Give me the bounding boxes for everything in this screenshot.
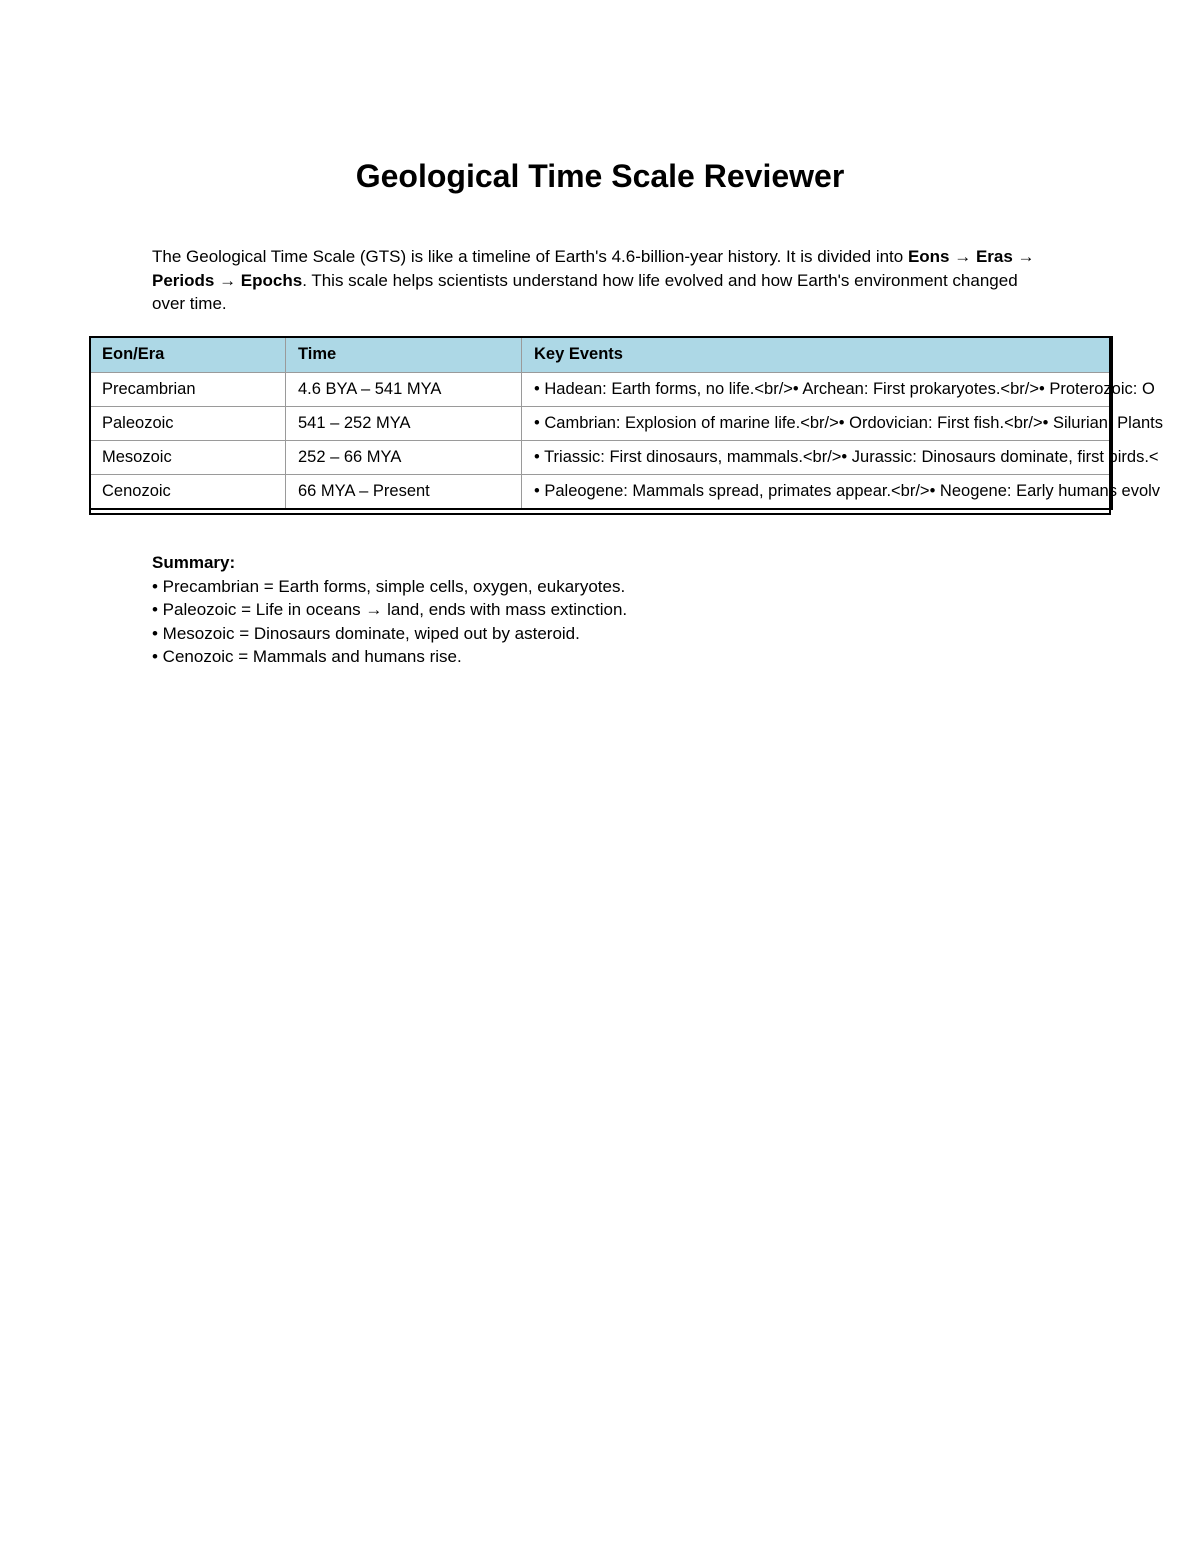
page-title: Geological Time Scale Reviewer: [355, 158, 845, 194]
header-time: Time: [286, 337, 522, 373]
summary-section: [152, 551, 952, 669]
summary-item: • Precambrian = Earth forms, simple cells, oxygen, eukaryotes.: [152, 576, 626, 596]
summary-title: Summary:: [152, 553, 236, 572]
cell-time: 541 – 252 MYA: [286, 407, 522, 441]
intro-text-before: The Geological Time Scale (GTS) is like a timeline of Earth's 4.6-billion-year history. It is divided into: [152, 247, 908, 266]
cell-eon-era: Cenozoic: [90, 475, 286, 509]
cell-time: 66 MYA – Present: [286, 475, 522, 509]
cell-eon-era: Mesozoic: [90, 441, 286, 475]
table-header-row: [90, 337, 1112, 373]
cell-eon-era: Paleozoic: [90, 407, 286, 441]
summary-item: • Paleozoic = Life in oceans → land, ends with mass extinction.: [152, 600, 628, 619]
cell-key-events: • Triassic: First dinosaurs, mammals.<br/>• Jurassic: Dinosaurs dominate, first birds.<: [522, 441, 1112, 475]
table-row: [90, 373, 1112, 407]
table-row: [90, 475, 1112, 509]
cell-key-events: • Cambrian: Explosion of marine life.<br/>• Ordovician: First fish.<br/>• Silurian: Plants: [522, 407, 1112, 441]
intro-text-after: . This scale helps scientists understand how life evolved and how Earth's environment changed over time.: [152, 270, 1018, 313]
gts-table-container: [89, 336, 1200, 516]
summary-item: • Mesozoic = Dinosaurs dominate, wiped out by asteroid.: [152, 623, 580, 643]
table-row: [90, 407, 1112, 441]
cell-eon-era: Precambrian: [90, 373, 286, 407]
cell-key-events: • Hadean: Earth forms, no life.<br/>• Archean: First prokaryotes.<br/>• Proterozoic: O: [522, 373, 1112, 407]
header-key-events: Key Events: [522, 337, 1112, 373]
cell-time: 4.6 BYA – 541 MYA: [286, 373, 522, 407]
gts-table: [89, 336, 1164, 509]
summary-item: • Cenozoic = Mammals and humans rise.: [152, 647, 462, 666]
table-row: [90, 441, 1112, 475]
cell-key-events: • Paleogene: Mammals spread, primates appear.<br/>• Neogene: Early humans evolv: [522, 475, 1112, 509]
header-eon-era: Eon/Era: [90, 337, 286, 373]
cell-time: 252 – 66 MYA: [286, 441, 522, 475]
intro-bold-sequence: Eons → Eras → Periods → Epochs: [152, 247, 1035, 290]
intro-paragraph: [152, 245, 1052, 316]
